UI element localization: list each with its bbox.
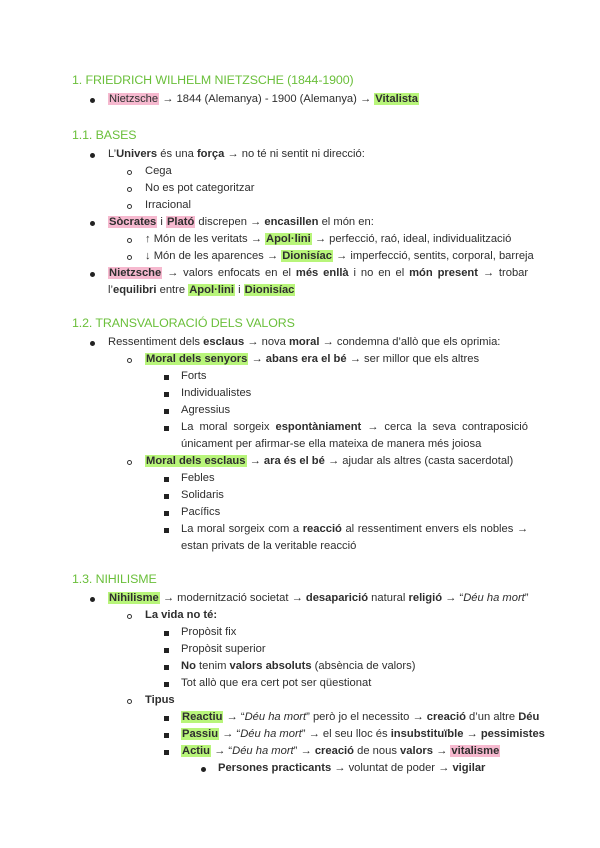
text: valors: [183, 267, 213, 279]
text: és una: [157, 148, 197, 160]
text: → voluntat de poder →: [331, 762, 453, 774]
text-bold: reacció: [302, 523, 342, 535]
section-heading-nietzsche: 1. FRIEDRICH WILHELM NIETZSCHE (1844-1900): [72, 73, 354, 87]
text-italic: Déu ha mort: [232, 745, 294, 757]
list-item: [108, 334, 500, 351]
text: els: [462, 523, 477, 535]
square-bullet: [164, 733, 169, 738]
text-bold: insubstituïble: [390, 728, 464, 740]
text: de nous: [354, 745, 401, 757]
text: entre: [156, 284, 189, 296]
text: →: [463, 728, 481, 740]
square-bullet: [164, 631, 169, 636]
list-item: [218, 760, 485, 777]
text: contraposició: [462, 421, 529, 433]
text: cerca: [384, 421, 412, 433]
list-item-justified: [181, 521, 528, 538]
highlight-green: Reactiu: [182, 711, 223, 723]
text: el: [282, 267, 292, 279]
text: → nova: [244, 336, 289, 348]
text: no: [360, 267, 374, 279]
square-bullet: [164, 648, 169, 653]
highlight-green: Moral dels esclaus: [146, 455, 246, 467]
highlight-green: Apol·lini: [266, 233, 311, 245]
text-bold: No: [181, 660, 196, 672]
text: →: [482, 267, 495, 279]
text-italic: Déu ha mort: [244, 711, 307, 723]
list-item: Forts: [181, 370, 207, 382]
square-bullet: [164, 477, 169, 482]
text: → ajudar als altres (casta sacerdotal): [324, 455, 514, 467]
text: → imperfecció, sentits, corporal, barreja: [332, 250, 534, 262]
square-bullet: [164, 392, 169, 397]
highlight-pink: Plató: [166, 216, 195, 228]
text-bold: força: [196, 148, 225, 160]
list-item: [108, 214, 374, 231]
square-bullet: [164, 511, 169, 516]
text: →: [246, 455, 264, 467]
list-item: [145, 351, 479, 368]
text: → “: [210, 745, 233, 757]
square-bullet: [164, 375, 169, 380]
list-item: La vida no té:: [145, 609, 218, 621]
text: L’: [108, 148, 117, 160]
text: Ressentiment dels: [108, 336, 204, 348]
circle-bullet: [127, 460, 132, 465]
list-item: Cega: [145, 165, 172, 177]
text: sorgeix: [228, 523, 265, 535]
highlight-green: Nihilisme: [109, 592, 159, 604]
highlight-green: Vitalista: [375, 93, 418, 105]
list-item: [145, 453, 513, 470]
square-bullet: [164, 750, 169, 755]
arrow-down-icon: ↓: [145, 250, 151, 262]
text: en: [265, 267, 278, 279]
list-item: Tot allò que era cert pot ser qüestionat: [181, 677, 372, 689]
highlight-pink: Nietzsche: [109, 93, 159, 105]
list-item: Irracional: [145, 199, 192, 211]
circle-bullet: [127, 614, 132, 619]
text: discrepen →: [195, 216, 265, 228]
list-item-continuation: [108, 282, 295, 299]
bullet: [90, 221, 95, 226]
text: la: [417, 421, 427, 433]
text: en: [378, 267, 391, 279]
text-bold: equilibri: [112, 284, 157, 296]
text-bold: moral: [288, 336, 320, 348]
square-bullet: [164, 426, 169, 431]
list-item: Propòsit superior: [181, 643, 266, 655]
square-bullet: [164, 494, 169, 499]
list-item: Tipus: [145, 694, 175, 706]
text: →: [248, 353, 266, 365]
text: i: [353, 267, 357, 279]
text: sorgeix: [233, 421, 270, 433]
text: (absència de valors): [311, 660, 416, 672]
text: el: [395, 267, 405, 279]
circle-bullet: [127, 187, 132, 192]
bullet: [90, 597, 95, 602]
text: al: [345, 523, 355, 535]
text: tenim: [195, 660, 230, 672]
text-bold: valors absoluts: [229, 660, 312, 672]
highlight-green: Dionisíac: [282, 250, 332, 262]
text-bold: pessimistes: [480, 728, 545, 740]
section-heading-bases: 1.1. BASES: [72, 128, 137, 142]
section-heading-transvaloracio: 1.2. TRANSVALORACIÓ DELS VALORS: [72, 316, 295, 330]
list-item-justified: [181, 419, 528, 436]
text: moral: [197, 523, 225, 535]
text-bold: creació: [314, 745, 354, 757]
circle-bullet: [127, 204, 132, 209]
list-item: Pacífics: [181, 506, 221, 518]
bullet: [201, 767, 206, 772]
list-item: [181, 709, 539, 726]
text-italic: Déu ha mort: [463, 592, 525, 604]
text: → no té ni sentit ni direcció:: [224, 148, 365, 160]
text: La: [181, 421, 194, 433]
bullet: [90, 272, 95, 277]
text: a: [292, 523, 300, 535]
square-bullet: [164, 716, 169, 721]
circle-bullet: [127, 170, 132, 175]
list-item: Solidaris: [181, 489, 224, 501]
square-bullet: [164, 409, 169, 414]
section-heading-nihilisme: 1.3. NIHILISME: [72, 572, 157, 586]
list-item: [145, 248, 534, 265]
square-bullet: [164, 682, 169, 687]
list-item: [108, 146, 365, 163]
highlight-green: Moral dels senyors: [146, 353, 248, 365]
text: ressentiment: [357, 523, 422, 535]
text: i: [234, 284, 244, 296]
text: i: [157, 216, 166, 228]
text: trobar: [498, 267, 529, 279]
list-item: [181, 743, 500, 760]
text: natural: [368, 592, 409, 604]
text: →: [167, 267, 179, 279]
list-item: [108, 590, 529, 607]
list-item: Febles: [181, 472, 215, 484]
list-item: No es pot categoritzar: [145, 182, 255, 194]
square-bullet: [164, 665, 169, 670]
text-bold: valors: [400, 745, 433, 757]
text: →: [367, 421, 379, 433]
text: moral: [199, 421, 228, 433]
text: → “: [442, 592, 464, 604]
text: l’: [108, 284, 113, 296]
text: →: [433, 745, 451, 757]
text-bold: encasillen: [264, 216, 319, 228]
circle-bullet: [127, 238, 132, 243]
bullet: [90, 341, 95, 346]
arrow-up-icon: ↑: [145, 233, 151, 245]
text: Món de les aparences →: [153, 250, 282, 262]
text: →: [516, 523, 529, 535]
highlight-pink: Nietzsche: [109, 267, 162, 279]
list-item: Agressius: [181, 404, 231, 416]
text-bold: religió: [408, 592, 443, 604]
text: ” però jo el necessito →: [306, 711, 427, 723]
bullet: [90, 98, 95, 103]
highlight-green: Passiu: [182, 728, 219, 740]
text: d’un altre: [465, 711, 519, 723]
text-bold: present: [437, 267, 478, 279]
text: La: [181, 523, 194, 535]
text: enfocats: [217, 267, 261, 279]
list-item: Propòsit fix: [181, 626, 237, 638]
list-item: [108, 91, 419, 108]
text-bold: espontàniament: [275, 421, 362, 433]
highlight-green: Actiu: [182, 745, 210, 757]
text: → “: [219, 728, 241, 740]
text-bold: Déu: [518, 711, 540, 723]
text: com: [268, 523, 290, 535]
text: → modernització societat →: [159, 592, 306, 604]
text: nobles: [480, 523, 514, 535]
text: → 1844 (Alemanya) - 1900 (Alemanya) →: [159, 93, 375, 105]
list-item: [145, 231, 511, 248]
square-bullet: [164, 528, 169, 533]
text: ” → el seu lloc és: [301, 728, 391, 740]
text: → “: [223, 711, 245, 723]
list-item-continuation: únicament per afirmar-se ella mateixa de manera més joiosa: [181, 438, 482, 450]
circle-bullet: [127, 255, 132, 260]
list-item: [181, 726, 545, 743]
text-bold: desaparició: [305, 592, 369, 604]
text: Món de les veritats →: [153, 233, 265, 245]
text: seva: [432, 421, 457, 433]
highlight-green: Apol·lini: [189, 284, 234, 296]
text-bold: creació: [426, 711, 466, 723]
circle-bullet: [127, 699, 132, 704]
text: ”: [524, 592, 529, 604]
list-item: [181, 658, 415, 675]
highlight-green: Dionisíac: [244, 284, 295, 296]
text-bold: Univers: [116, 148, 158, 160]
text-bold: vigilar: [452, 762, 486, 774]
highlight-pink: Sòcrates: [109, 216, 157, 228]
list-item-justified: [108, 265, 528, 282]
text: → condemna d’allò que els oprimia:: [319, 336, 501, 348]
highlight-pink: vitalisme: [451, 745, 500, 757]
text-bold: més: [295, 267, 319, 279]
circle-bullet: [127, 358, 132, 363]
text: → perfecció, raó, ideal, individualització: [311, 233, 512, 245]
list-item-continuation: estan privats de la veritable reacció: [181, 540, 357, 552]
text-bold: enllà: [323, 267, 349, 279]
text-italic: Déu ha mort: [240, 728, 302, 740]
text-bold: ara és el bé: [263, 455, 325, 467]
text-bold: abans era el bé: [265, 353, 347, 365]
bullet: [90, 153, 95, 158]
text-bold: món: [409, 267, 433, 279]
text: ” →: [293, 745, 315, 757]
list-item: Individualistes: [181, 387, 252, 399]
text-bold: Persones practicants: [218, 762, 332, 774]
text: → ser millor que els altres: [346, 353, 480, 365]
text: el món en:: [318, 216, 374, 228]
text: envers: [425, 523, 459, 535]
text-bold: esclaus: [203, 336, 245, 348]
